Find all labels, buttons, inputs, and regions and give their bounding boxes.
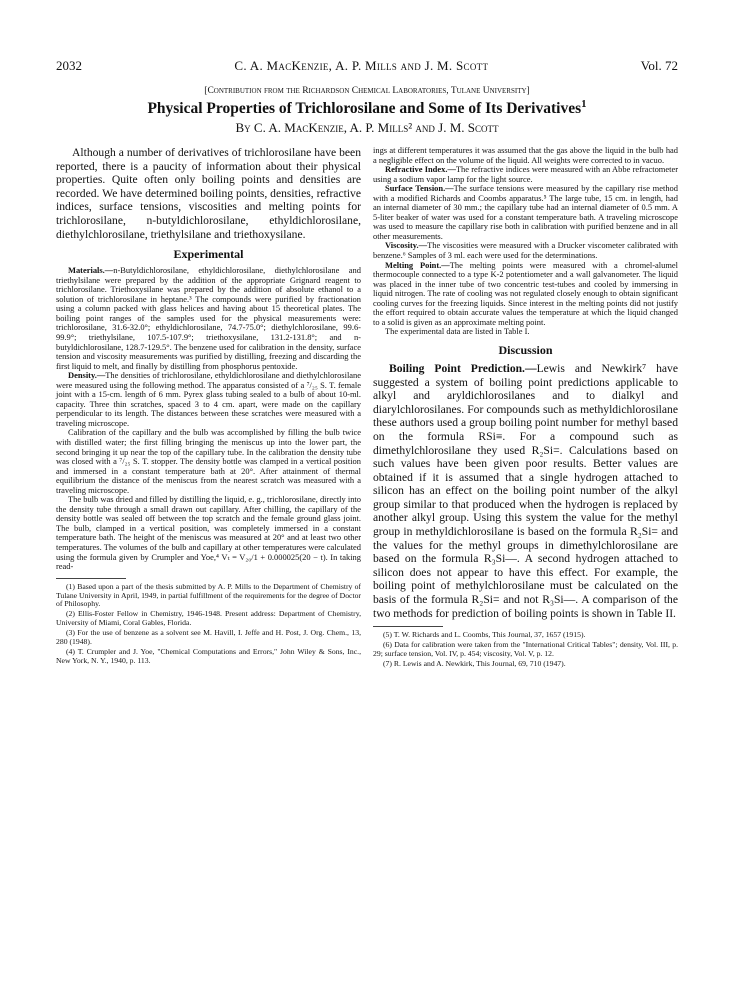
two-column-body [56, 146, 678, 670]
materials-label: Materials.— [68, 265, 114, 276]
experimental-heading: Experimental [173, 247, 244, 262]
footnote: (7) R. Lewis and A. Newkirk, This Journal, 69, 710 (1947). [383, 658, 566, 668]
footnote: (5) T. W. Richards and L. Coombs, This Journal, 37, 1657 (1915). [383, 630, 586, 640]
page-number: 2032 [56, 58, 82, 73]
running-header [56, 58, 678, 74]
discussion-heading: Discussion [498, 342, 553, 357]
materials-paragraph [56, 266, 361, 371]
melting-point-text: The melting points were measured with a chromel-alumel thermocouple connected to a type K-2 potentiometer and a wall galvanometer. The liquid was placed in the inner tube of two concentric test-tubes and cooled by immersing in liquid nitrogen. The rate of cooling was not regulated closely enough to obtain significant cooling curves for the freezing liquids. Since interest in the melting points did not justify the effort required to obtain accurate values the temperature at which the liquid changed to a solid is given as an approximate melting point. [373, 259, 679, 327]
footnote-rule [373, 626, 443, 627]
refractive-paragraph [373, 165, 678, 184]
title-text: Physical Properties of Trichlorosilane and Some of Its Derivatives [147, 100, 582, 117]
article-title [56, 97, 678, 118]
viscosity-text: The viscosities were measured with a Drucker viscometer calibrated with benzene.⁶ Samples of 3 ml. each were used for the determinations. [373, 240, 678, 261]
surface-tension-label: Surface Tension.— [385, 183, 454, 194]
refractive-text: The refractive indices were measured with an Abbe refractometer using a sodium vapor lamp for the light source. [373, 164, 679, 184]
left-column [56, 146, 361, 670]
footnote: (4) T. Crumpler and J. Yoe, "Chemical Computations and Errors," John Wiley & Sons, Inc., New York, N. Y., 1940, p. 113. [56, 647, 361, 665]
surface-tension-text: The surface tensions were measured by the capillary rise method with a modified Richards and Coombs apparatus.⁵ The large tube, 15 cm. in length, had an internal diameter of 30 mm.; the capillary tube had an internal diameter of 0.5 mm. A 5-liter beaker of water was used for a constant temperature bath. A traveling microscope was used to measure the capillary rise both in calibration with purified benzene and in all other measurements. [373, 183, 678, 241]
density-paragraph [56, 371, 361, 428]
viscosity-label: Viscosity.— [385, 240, 428, 251]
continued-paragraph: ings at different temperatures it was assumed that the gas above the liquid in the bulb had a negligible effect on the volume of the liquid. All weights were corrected to in vacuo. [373, 145, 678, 165]
footnote: (6) Data for calibration were taken from the "International Critical Tables"; density, Vol. III, p. 29; surface tension, Vol. IV, p. 454; viscosity, Vol. V, p. 12. [373, 640, 678, 659]
bulb-paragraph: The bulb was dried and filled by distilling the liquid, e. g., trichlorosilane, directly into the density tube through a small drawn out capillary. After chilling, the capillary of the density bottle was sealed off between the top scratch and the female ground glass joint. The bulb, clamped in a vertical position, was completely immersed in a constant temperature bath. The height of the meniscus was measured at 20° and at least two other temperatures. The volumes of the bulb and capillary at other temperatures were calculated using the formula given by Crumpler and Yoe,⁴ Vₜ = V₂₀/1 + 0.000025(20 − t). In taking read- [56, 494, 361, 572]
footnote: (3) For the use of benzene as a solvent see M. Havill, I. Jeffe and H. Post, J. Org. Chem., 13, 280 (1948). [56, 628, 361, 647]
boiling-point-label: Boiling Point Prediction.— [389, 361, 537, 375]
melting-point-paragraph [373, 261, 678, 328]
footnote: (1) Based upon a part of the thesis submitted by A. P. Mills to the Department of Chemistry of Tulane University in April, 1949, in partial fulfillment of the requirements for the degree of Doctor of Philosophy. [56, 581, 361, 609]
intro-paragraph: Although a number of derivatives of trichlorosilane have been reported, there is a paucity of information about their physical properties. Quite often only boiling points and densities are recorded. We have determined boiling points, densities, refractive indices, surface tensions, viscosities and melting points for trichlorosilane, n-butyldichlorosilane, ethyldichlorosilane, diethylchlorosilane, triethylsilane and triethoxysilane. [56, 146, 361, 241]
right-column [373, 146, 678, 670]
running-authors: C. A. MacKenzie, A. P. Mills and J. M. Scott [234, 58, 489, 73]
table-note: The experimental data are listed in Table I. [385, 326, 530, 337]
boiling-point-paragraph [373, 362, 678, 620]
density-label: Density.— [68, 370, 106, 381]
contribution-line: [Contribution from the Richardson Chemical Laboratories, Tulane University] [204, 86, 530, 96]
materials-text: n-Butyldichlorosilane, ethyldichlorosilane, diethylchlorosilane and triethylsilane were prepared by the addition of the appropriate Grignard reagent to trichlorosilane. Triethoxysilane was prepared by the addition of absolute ethanol to a solution of trichlorosilane in heptane.³ The compounds were purified by fractionation using a column packed with glass helices and having about 15 theoretical plates. The boiling point ranges of the samples used for the physical measurements were: trichlorosilane, 31.6-32.0°; ethyldichlorosilane, 74.7-75.0°; diethylchlorosilane, 99.6-99.9°; triethylsilane, 107.5-107.9°; triethoxysilane, 131.2-131.8°; and n-butyldichlorosilane, 128.7-129.5°. The benzene used for calibration in the density, surface tension and viscosity measurements was purified by distilling, freezing and discarding the first liquid to melt, and finally by distilling from phosphorus pentoxide. [56, 265, 361, 371]
boiling-point-text: Lewis and Newkirk⁷ have suggested a system of boiling point predictions applicable to alkyl and aryldichlorosilanes and to dialkyl and diarylchlorosilanes. For compounds such as methyldichlorosilane these authors used a group boiling point number for methyl based on the formula RSi≡. For a compound such as dimethylchlorosilane they used R₂Si=. Calculations based on such values have been given poor results. Better values are obtained if it is assumed that a single hydrogen attached to silicon has an effect on the boiling point number of the alkyl group similar to that produced when the hydrogen is replaced by another alkyl group. Using this system the value for the methyl group in methyldichlorosilane is based on the formula R₂Si= and the values for the methyl groups in dimethylchlorosilane are based on the formula R₃Si—. A second hydrogen attached to silicon does not appear to have this effect. For example, the boiling point of methylchlorosilane must be calculated on the basis of the formula R₂Si= and not R₃Si—. A comparison of the two methods for prediction of boiling points is shown in Table II. [373, 361, 678, 620]
title-footnote-mark: 1 [581, 97, 587, 110]
calibration-paragraph: Calibration of the capillary and the bulb was accomplished by filling the bulb twice with distilled water; the first filling bringing the meniscus up into the lower part, the second bringing it up near the top of the capillary tube. In the calibration the density tube was closed with a ⁷/₂₅ S. T. stopper. The density bottle was clamped in a vertical position and immersed in a constant temperature bath at 20°. After attainment of thermal equilibrium the distance of the meniscus from the nearest scratch was measured with a traveling microscope. [56, 427, 361, 495]
footnote: (2) Ellis-Foster Fellow in Chemistry, 1946-1948. Present address: Department of Chemistry, University of Miami, Coral Gables, Florida. [56, 609, 361, 628]
surface-tension-paragraph [373, 184, 678, 241]
volume-label: Vol. 72 [640, 58, 678, 73]
footnote-rule [56, 578, 126, 579]
journal-page [56, 58, 678, 670]
density-text: The densities of trichlorosilane, ethyldichlorosilane and diethylchlorosilane were measured using the following method. The apparatus consisted of a ⁷/₂₅ S. T. female joint with a 15-cm. length of 6 mm. Pyrex glass tubing sealed to a bulb of about 10-ml. capacity. Three thin scratches, spaced 3 to 4 cm. apart, were made on the capillary perpendicular to its length. The distances between these scratches were measured with a traveling microscope. [56, 370, 361, 428]
byline: By C. A. MacKenzie, A. P. Mills² and J. M. Scott [235, 120, 499, 135]
melting-point-label: Melting Point.— [385, 259, 450, 270]
viscosity-paragraph [373, 241, 678, 260]
refractive-label: Refractive Index.— [385, 164, 456, 175]
